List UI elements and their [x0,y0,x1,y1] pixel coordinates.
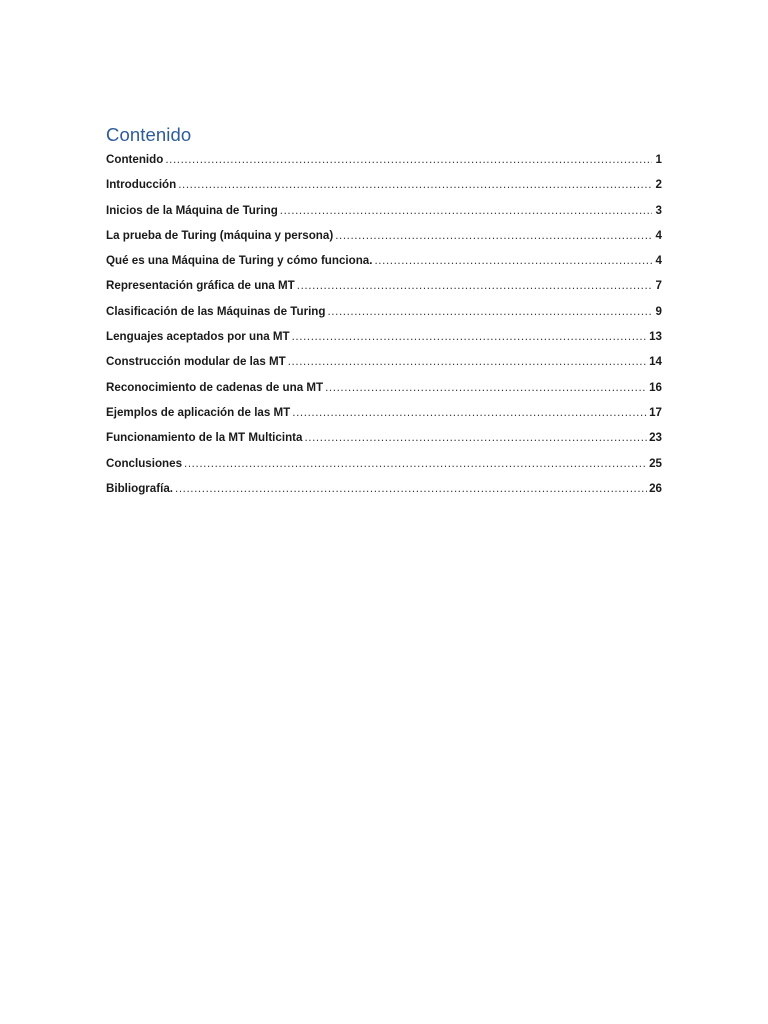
toc-entry-label: Reconocimiento de cadenas de una MT [106,380,324,394]
toc-page-number: 23 [649,431,662,445]
toc-page-number: 4 [655,228,662,242]
toc-entry[interactable] [106,454,662,479]
toc-page-number: 2 [655,178,662,192]
dot-leader [184,454,647,474]
toc-entry-label: Lenguajes aceptados por una MT [106,330,290,344]
toc-page-number: 9 [655,304,662,318]
dot-leader [292,403,647,423]
dot-leader [335,226,652,246]
toc-entry[interactable] [106,352,662,377]
dot-leader [297,276,652,296]
toc-entry-label: Ejemplos de aplicación de las MT [106,405,291,419]
toc-entry[interactable] [106,175,662,200]
toc-entry-label: Qué es una Máquina de Turing y cómo funciona. [106,254,373,268]
dot-leader [374,251,652,271]
toc-page-number: 17 [649,405,662,419]
toc-page-number: 14 [649,355,662,369]
dot-leader [288,352,647,372]
toc-page-number: 25 [649,456,662,470]
toc-page-number: 7 [655,279,662,293]
toc-entry-label: Funcionamiento de la MT Multicinta [106,431,303,445]
toc-entry-label: Inicios de la Máquina de Turing [106,203,278,217]
toc-page-number: 4 [655,254,662,268]
toc-entry-label: Contenido [106,153,164,166]
toc-entry[interactable] [106,201,662,226]
toc-page-number: 1 [655,153,662,166]
toc-entry-label: Construcción modular de las MT [106,355,286,369]
toc-entry-label: La prueba de Turing (máquina y persona) [106,228,334,242]
toc-page-number: 3 [655,203,662,217]
dot-leader [325,378,647,398]
toc-entry[interactable] [106,302,662,327]
toc-entry[interactable] [106,428,662,453]
dot-leader [292,327,647,347]
toc-entry[interactable] [106,226,662,251]
toc-entry[interactable] [106,479,662,504]
toc-page-number: 26 [649,481,662,495]
toc-entry[interactable] [106,327,662,352]
toc-page-number: 16 [649,380,662,394]
dot-leader [327,302,652,322]
toc-entry-label: Bibliografía. [106,481,173,495]
dot-leader [175,479,647,499]
dot-leader [165,150,652,170]
dot-leader [304,428,647,448]
dot-leader [178,175,652,195]
toc-entry-label: Conclusiones [106,456,183,470]
toc-entry-label: Clasificación de las Máquinas de Turing [106,304,326,318]
dot-leader [280,201,652,221]
toc-entry[interactable] [106,378,662,403]
toc-entry[interactable] [106,403,662,428]
table-of-contents [106,150,662,504]
toc-entry-label: Introducción [106,178,177,192]
toc-entry[interactable] [106,251,662,276]
toc-heading: Contenido [106,124,192,145]
toc-page-number: 13 [649,330,662,344]
toc-entry-label: Representación gráfica de una MT [106,279,295,293]
toc-entry[interactable] [106,276,662,301]
toc-entry[interactable] [106,150,662,175]
